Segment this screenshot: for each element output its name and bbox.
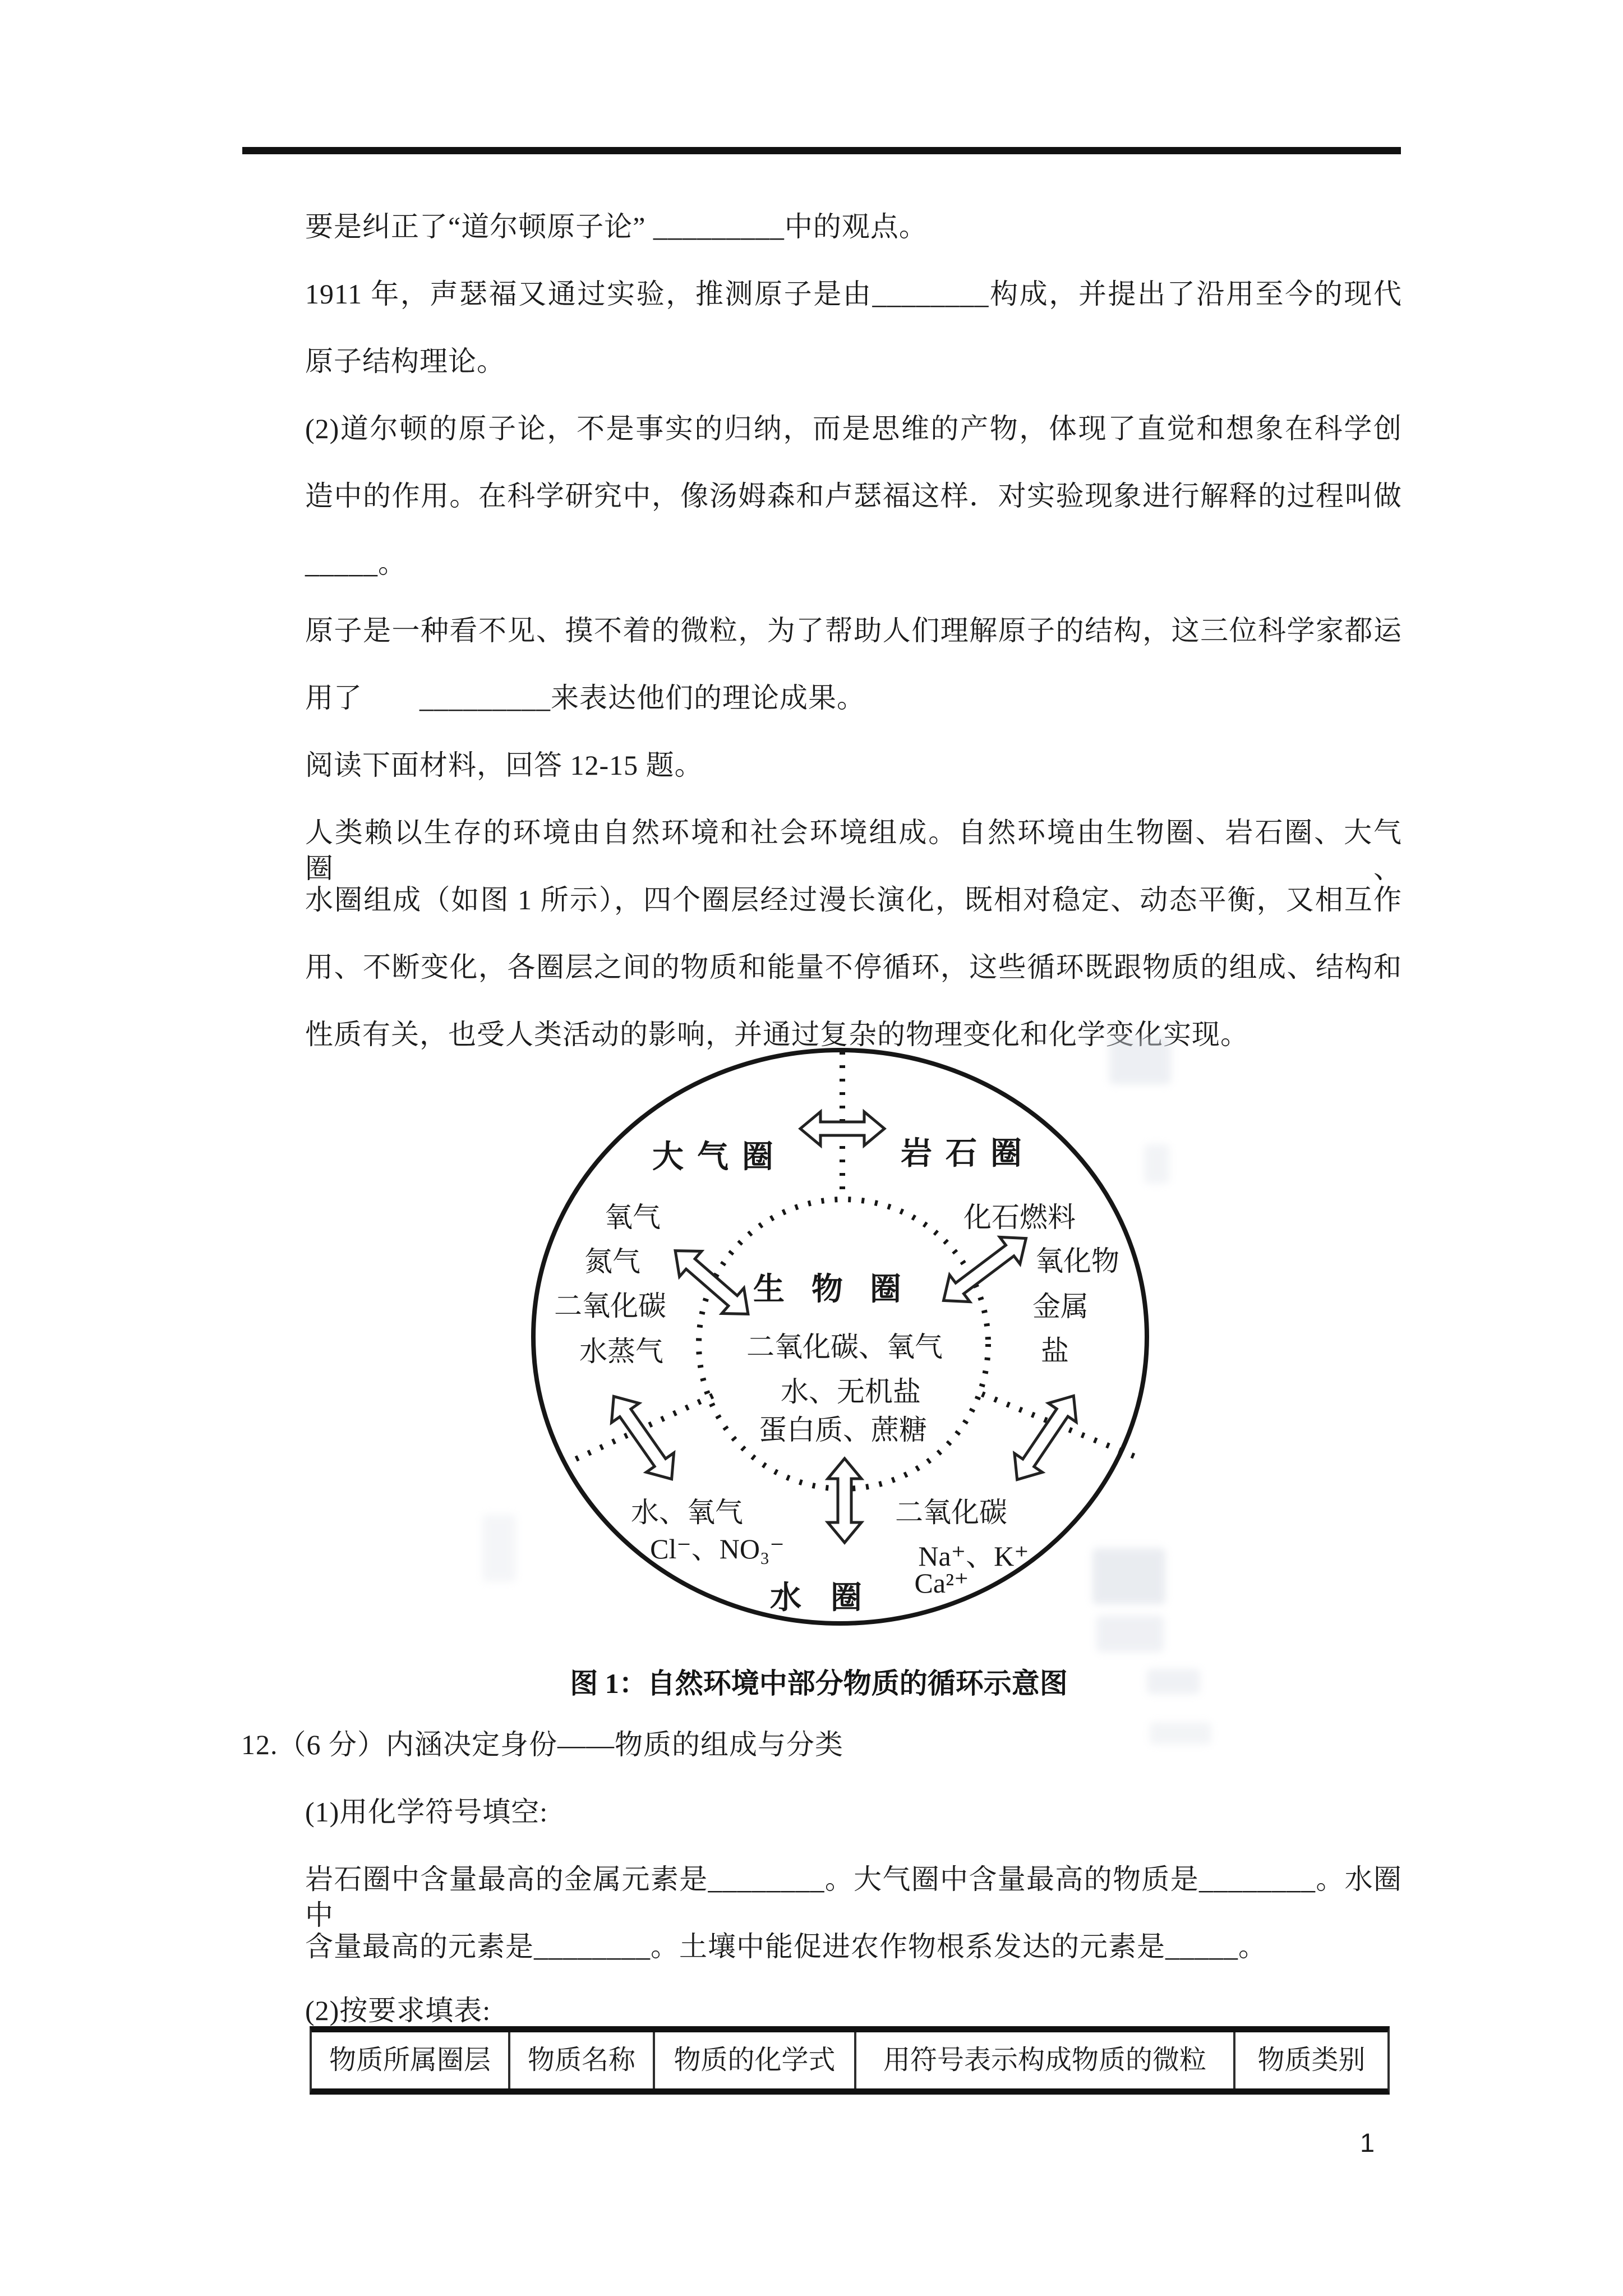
label-salts: 盐 xyxy=(1041,1335,1069,1366)
question-12-fill-line-1: 岩石圈中含量最高的金属元素是________。大气圈中含量最高的物质是________。水圈中 xyxy=(305,1864,1402,1931)
text-line: 1911 年，声瑟福又通过实验，推测原子是由________构成，并提出了沿用至今的现代 xyxy=(305,278,1402,310)
label-biosphere-substances-2: 水、无机盐 xyxy=(781,1376,921,1407)
table-header-sphere: 物质所属圈层 xyxy=(312,2032,510,2088)
label-lithosphere: 岩石圈 xyxy=(901,1137,1035,1171)
text-line: 用、不断变化，各圈层之间的物质和能量不停循环，这些循环既跟物质的组成、结构和 xyxy=(305,951,1402,983)
question-12-item-1: (1)用化学符号填空: xyxy=(305,1796,548,1828)
label-sodium-potassium: Na⁺、K⁺ xyxy=(918,1540,1029,1572)
exchange-arrow-biosphere-hydrosphere xyxy=(828,1458,861,1543)
header-rule xyxy=(242,147,1401,154)
question-12-fill-line-2: 含量最高的元素是________。土壤中能促进农作物根系发达的元素是_____。 xyxy=(305,1931,1267,1962)
text-line: (2)道尔顿的原子论，不是事实的归纳，而是思维的产物，体现了直觉和想象在科学创 xyxy=(305,413,1402,444)
scan-artifact xyxy=(482,1515,516,1582)
scan-artifact xyxy=(1109,1037,1171,1084)
label-atmosphere: 大气圈 xyxy=(652,1140,787,1175)
text-line: 人类赖以生存的环境由自然环境和社会环境组成。自然环境由生物圈、岩石圈、大气圈、 xyxy=(305,817,1402,884)
text-line: _____。 xyxy=(305,547,407,579)
scan-artifact xyxy=(1092,1548,1165,1604)
label-calcium: Ca²⁺ xyxy=(914,1567,969,1599)
text-line: 原子结构理论。 xyxy=(305,346,505,377)
label-biosphere: 生物圈 xyxy=(753,1272,928,1307)
scan-artifact xyxy=(1147,1669,1200,1694)
figure-material-cycle xyxy=(505,1035,1178,1717)
fill-table xyxy=(310,2026,1390,2095)
table-header-formula: 物质的化学式 xyxy=(655,2032,856,2088)
exchange-arrow-atmosphere-lithosphere xyxy=(800,1112,884,1145)
text-line: 水圈组成（如图 1 所示），四个圈层经过漫长演化，既相对稳定、动态平衡，又相互作 xyxy=(305,884,1402,915)
table-header-category: 物质类别 xyxy=(1257,2045,1366,2075)
exchange-arrow-biosphere-atmosphere xyxy=(664,1238,759,1327)
text-line: 造中的作用。在科学研究中，像汤姆森和卢瑟福这样．对实验现象进行解释的过程叫做 xyxy=(305,480,1402,512)
text-line: 阅读下面材料，回答 12-15 题。 xyxy=(305,749,703,781)
label-biosphere-substances-3: 蛋白质、蔗糖 xyxy=(759,1414,927,1446)
text-line: 用了 _________来表达他们的理论成果。 xyxy=(305,682,865,714)
label-carbon-dioxide-left: 二氧化碳 xyxy=(554,1290,666,1322)
exchange-arrow-atmosphere-hydrosphere xyxy=(600,1387,685,1489)
label-biosphere-substances-1: 二氧化碳、氧气 xyxy=(746,1331,943,1363)
label-fossil-fuel: 化石燃料 xyxy=(963,1202,1076,1233)
label-water-vapor: 水蒸气 xyxy=(579,1336,663,1367)
scan-artifact xyxy=(1096,1616,1164,1652)
label-carbon-dioxide-right: 二氧化碳 xyxy=(895,1497,1007,1528)
table-header-name: 物质名称 xyxy=(510,2032,655,2088)
text-line: 原子是一种看不见、摸不着的微粒，为了帮助人们理解原子的结构，这三位科学家都运 xyxy=(305,615,1402,646)
label-oxygen: 氧气 xyxy=(605,1202,661,1233)
figure-caption: 图 1：自然环境中部分物质的循环示意图 xyxy=(570,1668,1068,1699)
label-water-oxygen: 水、氧气 xyxy=(631,1497,743,1528)
page-number: 1 xyxy=(1360,2128,1375,2157)
text-line: 要是纠正了“道尔顿原子论” _________中的观点。 xyxy=(305,211,928,242)
question-12-item-2: (2)按要求填表: xyxy=(305,1995,491,2026)
scan-artifact xyxy=(1144,1144,1169,1184)
label-oxides: 氧化物 xyxy=(1035,1245,1119,1277)
label-metals: 金属 xyxy=(1032,1291,1089,1322)
text-line: 性质有关，也受人类活动的影响，并通过复杂的物理变化和化学变化实现。 xyxy=(305,1019,1249,1050)
exchange-arrow-lithosphere-hydrosphere xyxy=(1003,1387,1087,1489)
table-header-particles: 用符号表示构成物质的微粒 xyxy=(856,2032,1235,2088)
label-nitrogen: 氮气 xyxy=(584,1246,640,1277)
label-hydrosphere: 水圈 xyxy=(770,1581,891,1616)
question-12-heading: 12.（6 分）内涵决定身份——物质的组成与分类 xyxy=(241,1729,843,1760)
label-chloride-nitrate: Cl⁻、NO₃⁻ xyxy=(650,1533,785,1565)
exchange-arrow-biosphere-lithosphere xyxy=(933,1225,1036,1314)
